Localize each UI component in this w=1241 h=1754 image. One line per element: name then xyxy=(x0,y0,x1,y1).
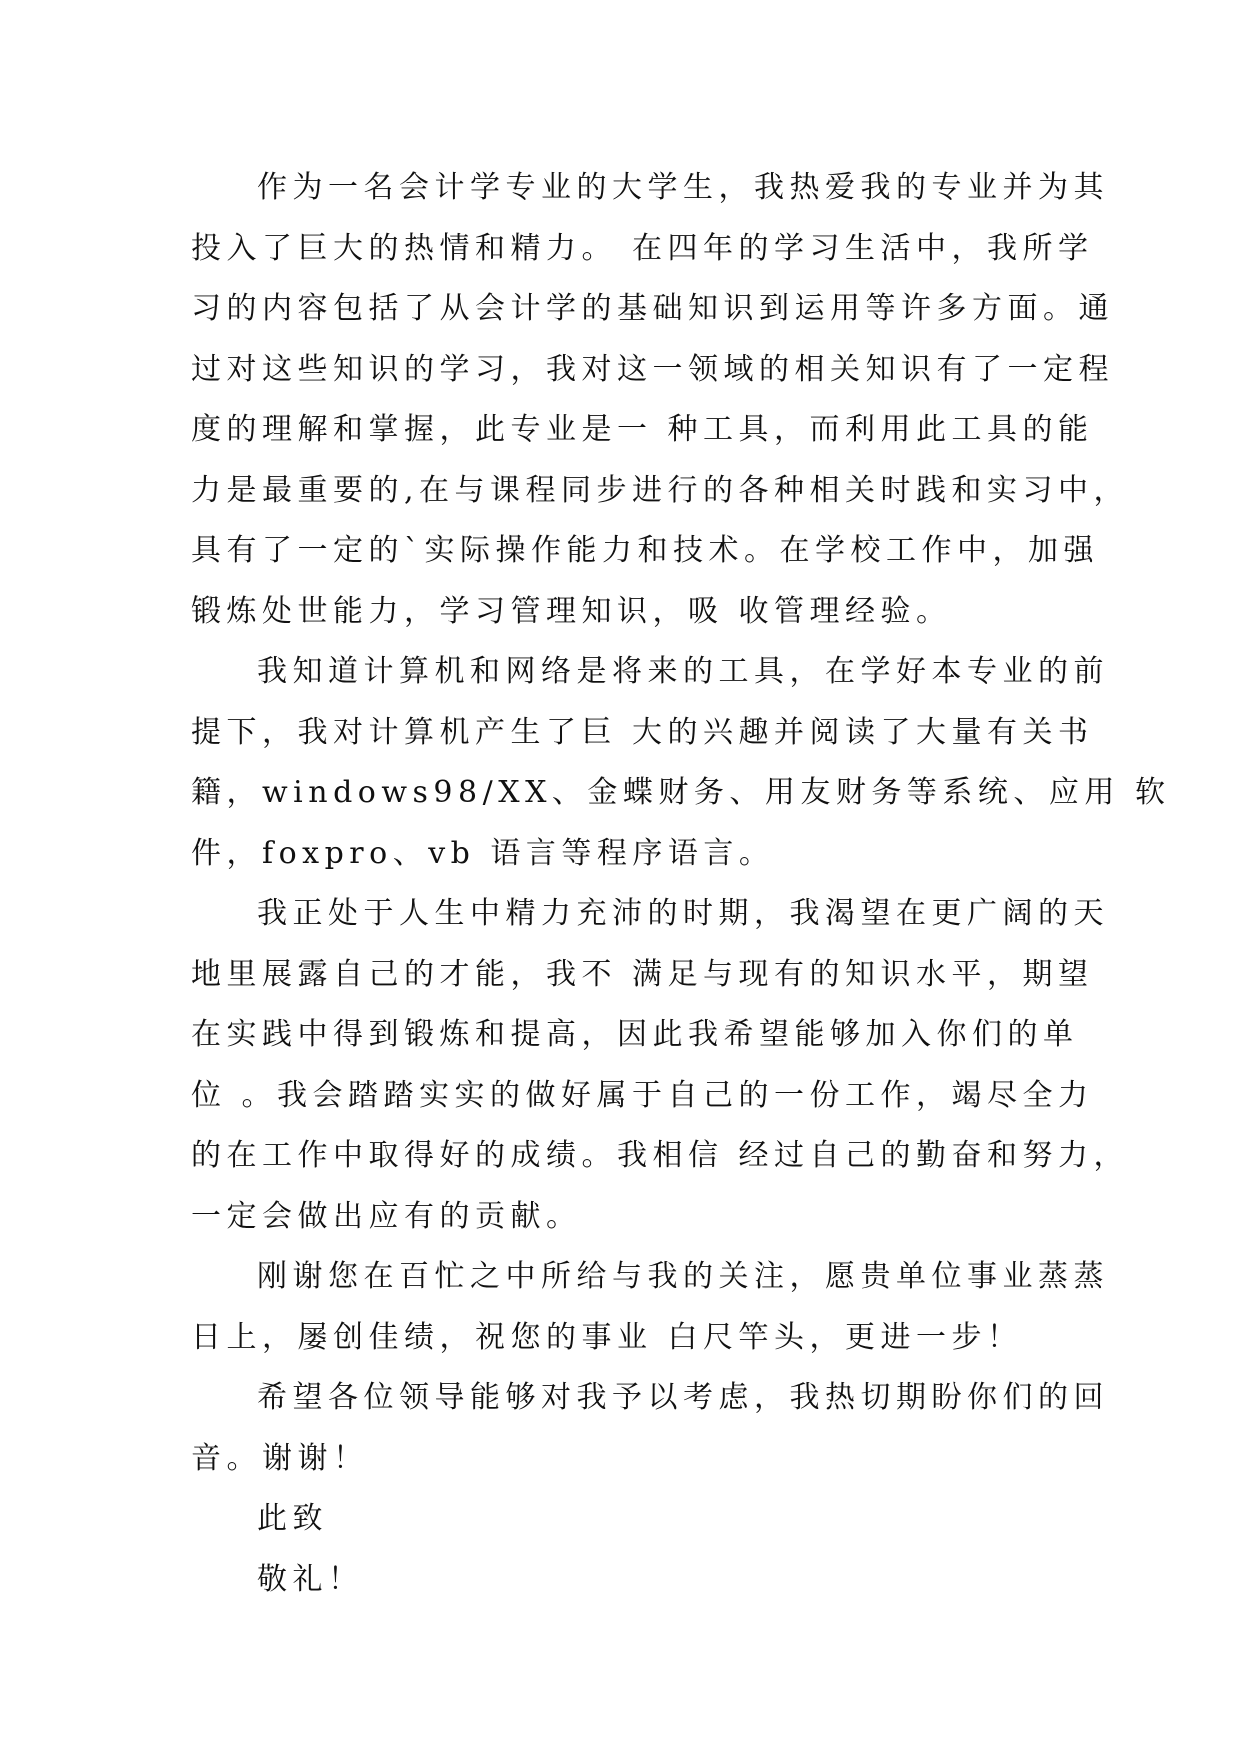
text-line: 习的内容包括了从会计学的基础知识到运用等许多方面。通 xyxy=(191,291,1114,326)
text-line: 在实践中得到锻炼和提高，因此我希望能够加入你们的单 xyxy=(191,1017,1079,1052)
text-line: 音。谢谢！ xyxy=(191,1440,369,1476)
text-line: 过对这些知识的学习，我对这一领域的相关知识有了一定程 xyxy=(191,351,1114,387)
text-line: 位 。我会踏踏实实的做好属于自己的一份工作，竭尽全力 xyxy=(191,1077,1094,1113)
text-line: 希望各位领导能够对我予以考虑，我热切期盼你们的回 xyxy=(257,1380,1109,1415)
text-line: 作为一名会计学专业的大学生，我热爱我的专业并为其 xyxy=(257,170,1109,205)
text-line: 具有了一定的`实际操作能力和技术。在学校工作中，加强 xyxy=(191,533,1099,568)
text-line: 籍，windows98/XX、金蝶财务、用友财务等系统、应用 软 xyxy=(191,775,1171,810)
letter-body xyxy=(191,158,1171,1610)
text-line: 一定会做出应有的贡献。 xyxy=(191,1198,582,1234)
text-line: 提下，我对计算机产生了巨 大的兴趣并阅读了大量有关书 xyxy=(191,714,1094,750)
text-line: 投入了巨大的热情和精力。 在四年的学习生活中，我所学 xyxy=(191,230,1094,266)
text-line: 的在工作中取得好的成绩。我相信 经过自己的勤奋和努力， xyxy=(191,1138,1130,1173)
text-line: 我知道计算机和网络是将来的工具，在学好本专业的前 xyxy=(257,654,1109,689)
text-line: 件，foxpro、vb 语言等程序语言。 xyxy=(191,835,775,871)
text-line: 日上，屡创佳绩，祝您的事业 白尺竿头，更进一步！ xyxy=(191,1319,1023,1355)
text-line: 力是最重要的,在与课程同步进行的各种相关时践和实习中， xyxy=(191,472,1130,508)
text-line: 我正处于人生中精力充沛的时期，我渴望在更广阔的天 xyxy=(257,896,1109,931)
salutation-line: 敬礼！ xyxy=(257,1561,364,1597)
text-line: 刚谢您在百忙之中所给与我的关注，愿贵单位事业蒸蒸 xyxy=(257,1259,1109,1294)
text-line: 地里展露自己的才能，我不 满足与现有的知识水平，期望 xyxy=(191,956,1094,992)
text-line: 锻炼处世能力，学习管理知识，吸 收管理经验。 xyxy=(191,593,952,629)
closing-line: 此致 xyxy=(257,1501,328,1536)
text-line: 度的理解和掌握，此专业是一 种工具，而利用此工具的能 xyxy=(191,412,1094,447)
